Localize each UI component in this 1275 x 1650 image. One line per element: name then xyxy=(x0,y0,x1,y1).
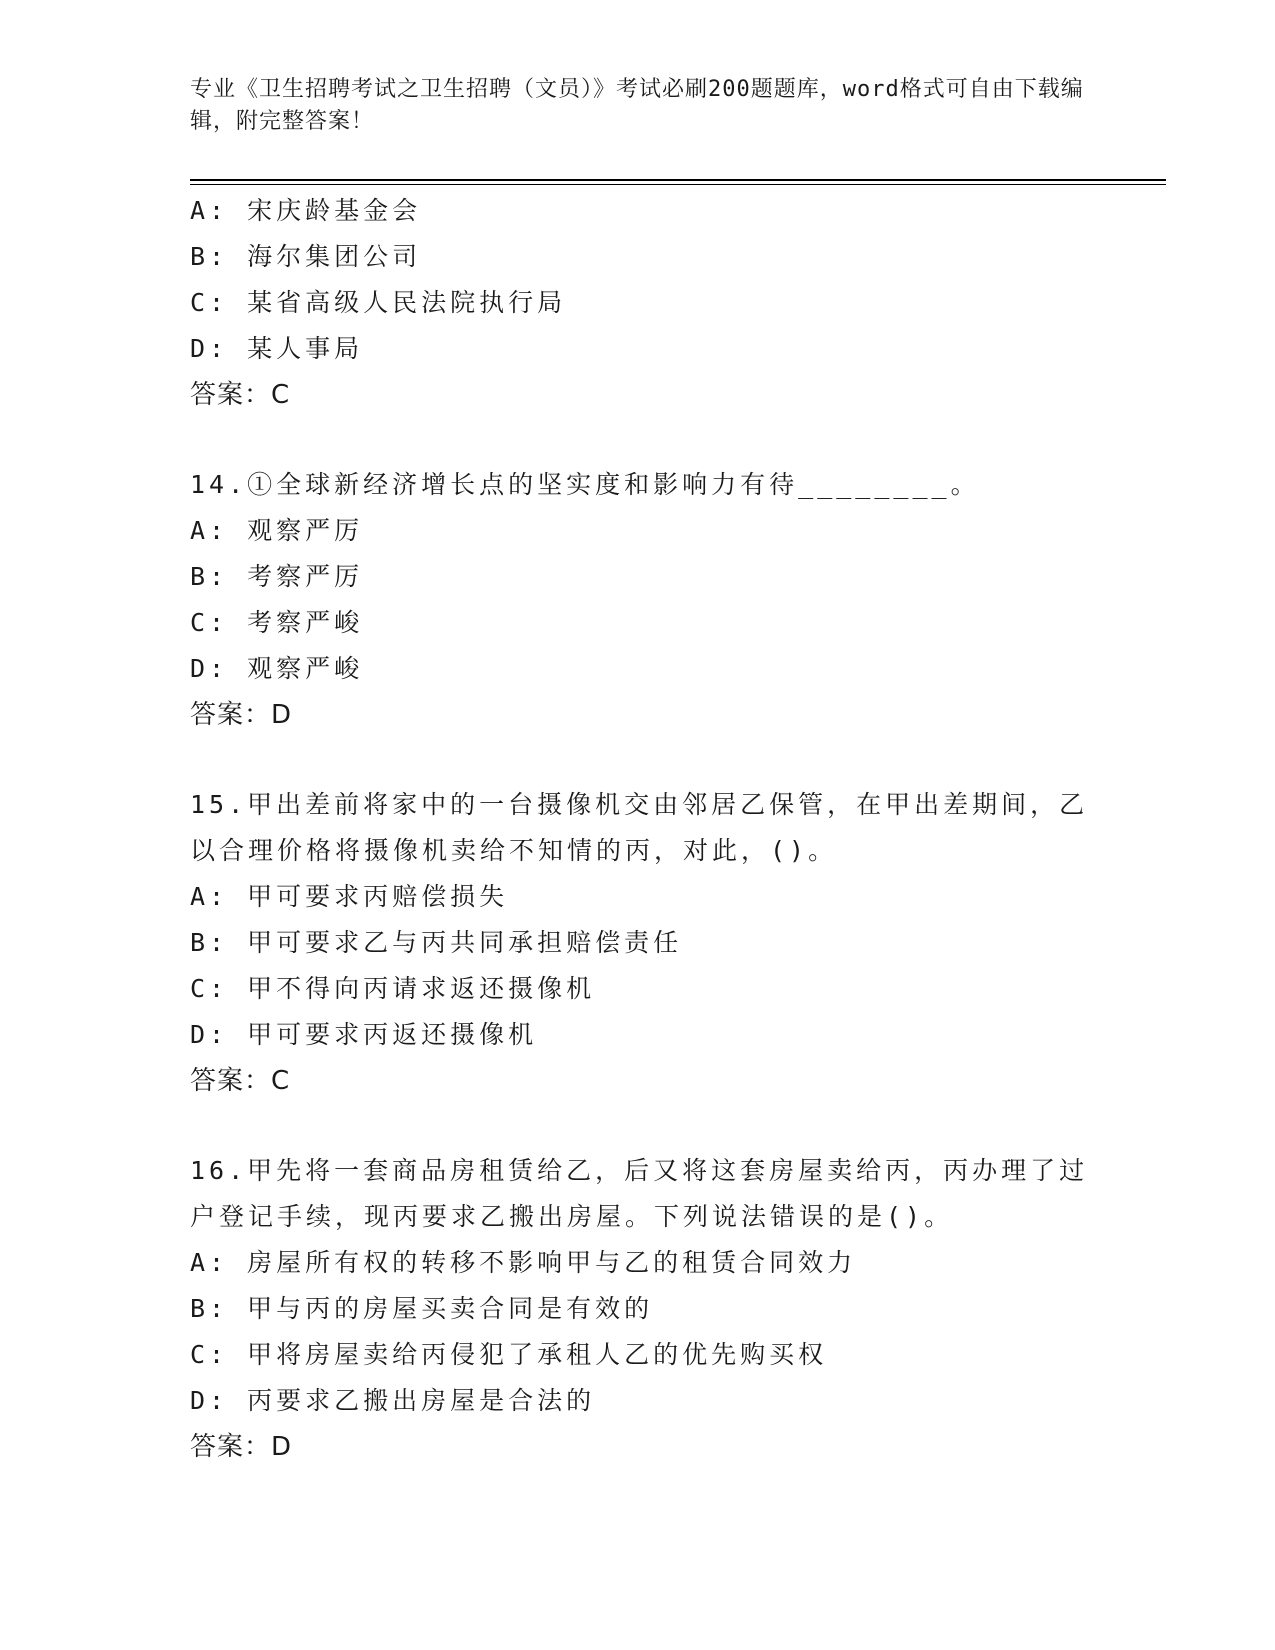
option-b: B: 考察严厉 xyxy=(190,562,364,591)
question-15 xyxy=(190,782,1090,1104)
option-c: C: 考察严峻 xyxy=(190,608,364,637)
answer-line: 答案：D xyxy=(190,1432,293,1462)
option-a: A: 甲可要求丙赔偿损失 xyxy=(190,882,509,911)
answer-line: 答案：D xyxy=(190,700,293,730)
answer-line: 答案：C xyxy=(190,1066,291,1096)
option-d: D: 甲可要求丙返还摄像机 xyxy=(190,1020,538,1049)
option-d: D: 丙要求乙搬出房屋是合法的 xyxy=(190,1386,596,1415)
question-14 xyxy=(190,462,1090,738)
option-a: A: 房屋所有权的转移不影响甲与乙的租赁合同效力 xyxy=(190,1248,857,1277)
document-header: 专业《卫生招聘考试之卫生招聘（文员）》考试必刷200题题库，word格式可自由下载编辑，附完整答案！ xyxy=(190,77,1084,134)
question-text: 14.①全球新经济增长点的坚实度和影响力有待________。 xyxy=(190,470,980,499)
option-c: C: 甲不得向丙请求返还摄像机 xyxy=(190,974,596,1003)
question-16 xyxy=(190,1148,1090,1470)
question-text: 16.甲先将一套商品房租赁给乙，后又将这套房屋卖给丙，丙办理了过户登记手续，现丙要求乙搬出房屋。下列说法错误的是()。 xyxy=(190,1156,1089,1231)
option-c: C: 甲将房屋卖给丙侵犯了承租人乙的优先购买权 xyxy=(190,1340,828,1369)
option-c: C: 某省高级人民法院执行局 xyxy=(190,288,567,317)
option-b: B: 海尔集团公司 xyxy=(190,242,422,271)
option-a: A: 观察严厉 xyxy=(190,516,364,545)
option-d: D: 某人事局 xyxy=(190,334,364,363)
header-rule xyxy=(190,179,1166,181)
header-rule-thin xyxy=(190,184,1166,185)
document-body xyxy=(190,188,1090,1470)
option-b: B: 甲与丙的房屋买卖合同是有效的 xyxy=(190,1294,654,1323)
question-13-tail xyxy=(190,188,1090,418)
option-a: A: 宋庆龄基金会 xyxy=(190,196,422,225)
option-d: D: 观察严峻 xyxy=(190,654,364,683)
option-b: B: 甲可要求乙与丙共同承担赔偿责任 xyxy=(190,928,683,957)
question-text: 15.甲出差前将家中的一台摄像机交由邻居乙保管，在甲出差期间，乙以合理价格将摄像机卖给不知情的丙，对此，()。 xyxy=(190,790,1089,865)
answer-line: 答案：C xyxy=(190,380,291,410)
